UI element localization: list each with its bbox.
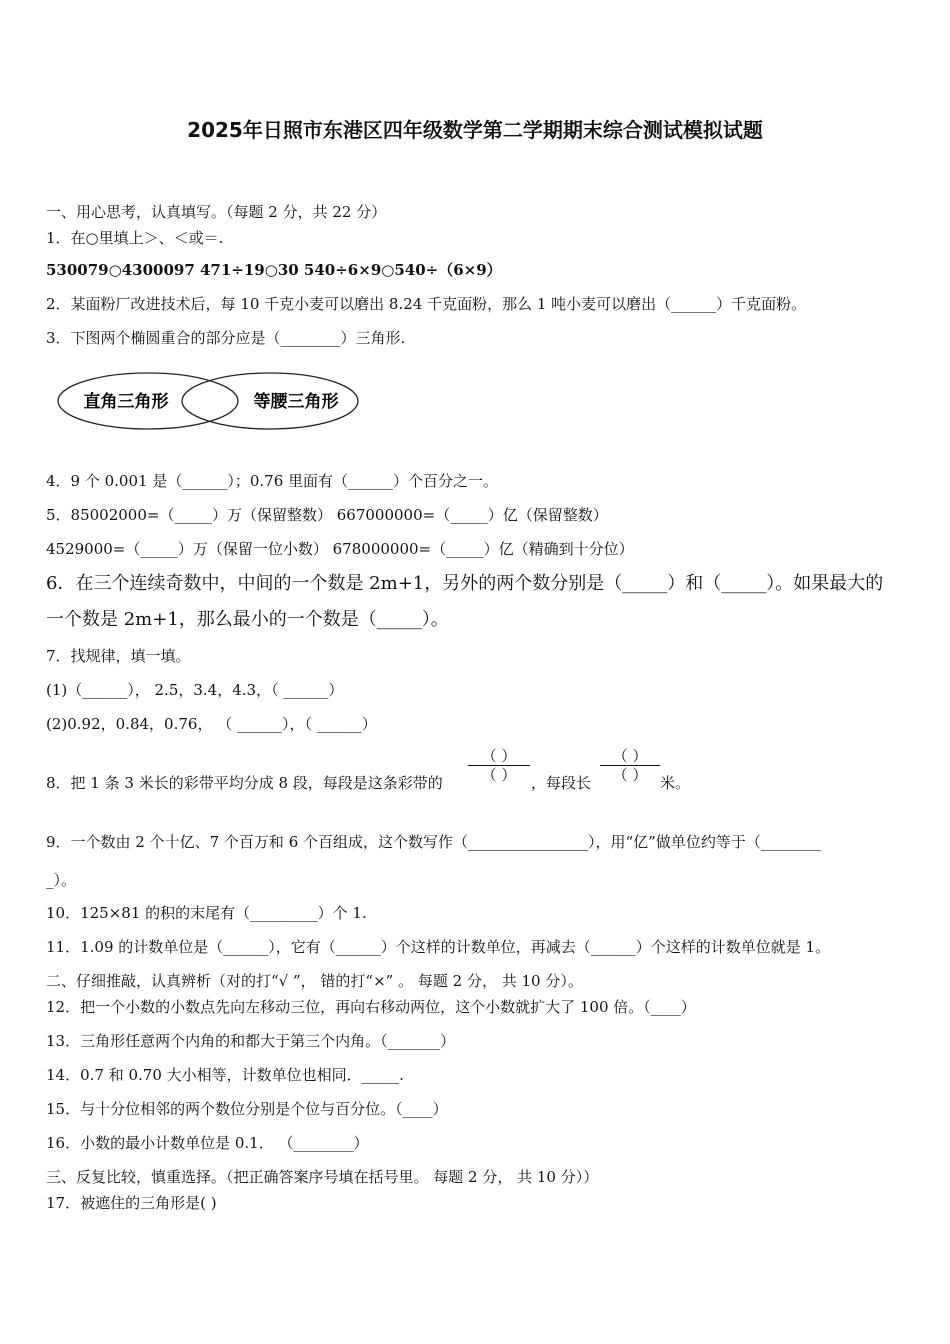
question-3: 3．下图两个椭圆重合的部分应是（________）三角形. bbox=[46, 329, 406, 347]
venn-left-label: 直角三角形 bbox=[83, 392, 169, 412]
fraction-1-denominator: （ ） bbox=[468, 765, 530, 784]
page-title: 2025年日照市东港区四年级数学第二学期期末综合测试模拟试题 bbox=[187, 118, 763, 142]
question-9b: _）。 bbox=[46, 871, 77, 889]
question-17: 17．被遮住的三角形是( ) bbox=[46, 1194, 217, 1212]
question-6b: 一个数是 2m+1，那么最小的一个数是（_____）。 bbox=[46, 609, 449, 630]
question-12: 12．把一个小数的小数点先向左移动三位，再向右移动两位，这个小数就扩大了 100 倍。（____） bbox=[46, 998, 696, 1016]
venn-right-label: 等腰三角形 bbox=[253, 392, 339, 412]
question-5a: 5．85002000=（_____）万（保留整数） 667000000=（_____）亿（保留整数） bbox=[46, 506, 608, 524]
question-1-items: 530079○4300097 471÷19○30 540÷6×9○540÷（6×9） bbox=[46, 261, 502, 279]
question-1: 1．在○里填上＞、＜或＝. bbox=[46, 229, 224, 247]
question-8-end: 米。 bbox=[660, 774, 691, 792]
question-10: 10．125×81 的积的末尾有（_________）个 1. bbox=[46, 904, 367, 922]
question-9a: 9．一个数由 2 个十亿、7 个百万和 6 个百组成，这个数写作（________________），用“亿”做单位约等于（________ bbox=[46, 833, 821, 851]
question-16: 16．小数的最小计数单位是 0.1． （________） bbox=[46, 1134, 369, 1152]
question-8-fraction-2 bbox=[600, 747, 660, 784]
question-7-part1: (1)（______）， 2.5，3.4，4.3，（ ______） bbox=[46, 681, 344, 699]
question-8-text: 8．把 1 条 3 米长的彩带平均分成 8 段，每段是这条彩带的 bbox=[46, 774, 443, 792]
fraction-1-numerator: （ ） bbox=[481, 747, 517, 765]
question-15: 15．与十分位相邻的两个数位分别是个位与百分位。（____） bbox=[46, 1100, 448, 1118]
question-6a: 6．在三个连续奇数中，中间的一个数是 2m+1，另外的两个数分别是（_____）和（_____）。如果最大的 bbox=[46, 573, 884, 594]
question-4: 4．9 个 0.001 是（______）；0.76 里面有（______）个百分之一。 bbox=[46, 472, 499, 490]
section-2-heading: 二、仔细推敲，认真辨析（对的打“√ ”， 错的打“×” 。 每题 2 分， 共 10 分）。 bbox=[46, 972, 583, 990]
venn-diagram bbox=[56, 368, 366, 434]
fraction-2-denominator: （ ） bbox=[600, 765, 660, 784]
question-2: 2．某面粉厂改进技术后，每 10 千克小麦可以磨出 8.24 千克面粉，那么 1 吨小麦可以磨出（______）千克面粉。 bbox=[46, 295, 807, 313]
question-7-part2: (2)0.92，0.84，0.76， （ ______），（ ______） bbox=[46, 715, 377, 733]
question-8-mid: ，每段长 bbox=[531, 774, 592, 792]
question-11: 11．1.09 的计数单位是（______），它有（______）个这样的计数单位，再减去（______）个这样的计数单位就是 1。 bbox=[46, 938, 831, 956]
question-7: 7．找规律，填一填。 bbox=[46, 647, 191, 665]
question-5b: 4529000=（_____）万（保留一位小数） 678000000=（_____）亿（精确到十分位） bbox=[46, 540, 634, 558]
question-14: 14．0.7 和 0.70 大小相等，计数单位也相同．_____. bbox=[46, 1066, 404, 1084]
fraction-2-numerator: （ ） bbox=[612, 747, 648, 765]
question-8-fraction-1 bbox=[468, 747, 530, 784]
section-3-heading: 三、反复比较，慎重选择。（把正确答案序号填在括号里。 每题 2 分， 共 10 分）） bbox=[46, 1168, 599, 1186]
question-13: 13．三角形任意两个内角的和都大于第三个内角。（_______） bbox=[46, 1032, 456, 1050]
section-1-heading: 一、用心思考，认真填写。（每题 2 分，共 22 分） bbox=[46, 203, 387, 221]
